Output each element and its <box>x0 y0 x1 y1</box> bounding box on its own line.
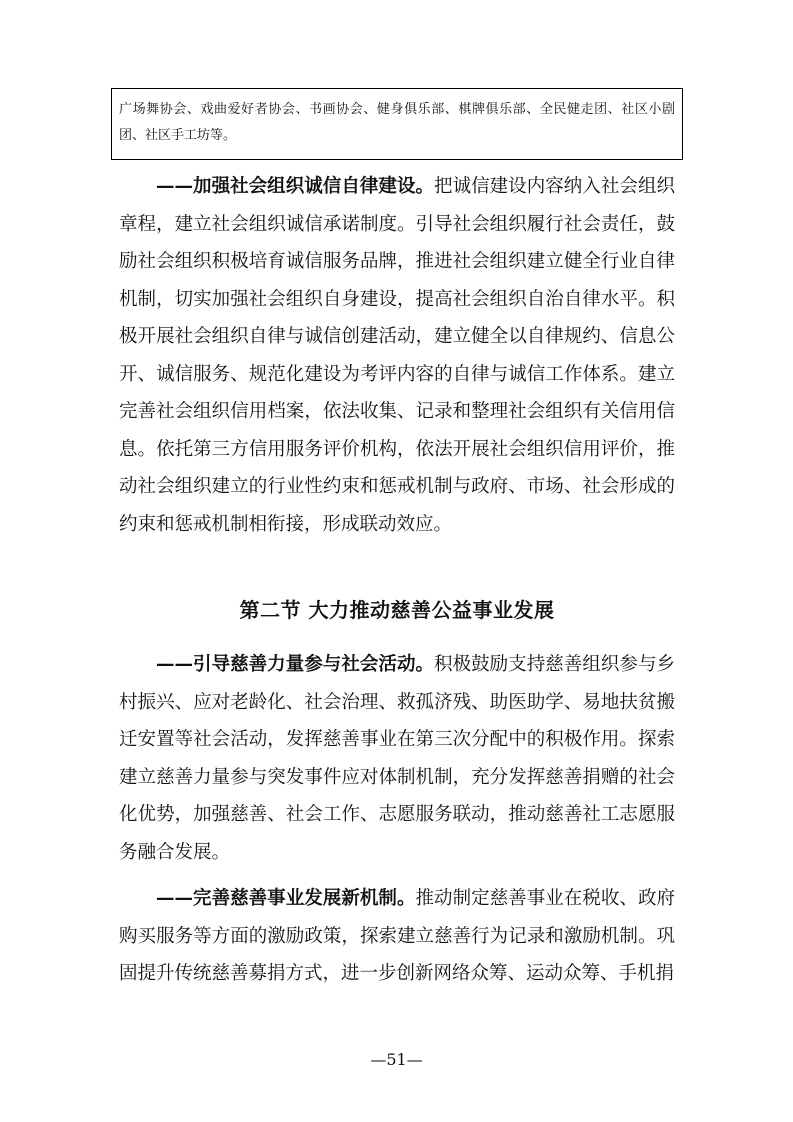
section-heading: 第二节 大力推动慈善公益事业发展 <box>239 598 555 622</box>
paragraph-integrity-self-discipline <box>119 168 675 543</box>
paragraph-body: 积极鼓励支持慈善组织参与乡村振兴、应对老龄化、社会治理、救孤济残、助医助学、易地扶贫搬迁安置等社会活动，发挥慈善事业在第三次分配中的积极作用。探索建立慈善力量参与突发事件应对体制机制，充分发挥慈善捐赠的社会化优势，加强慈善、社会工作、志愿服务联动，推动慈善社工志愿服务融合发展。 <box>119 654 675 863</box>
paragraph-charity-participation <box>119 646 675 871</box>
paragraph-charity-mechanism <box>119 880 675 993</box>
paragraph-body: 把诚信建设内容纳入社会组织章程，建立社会组织诚信承诺制度。引导社会组织履行社会责任，鼓励社会组织积极培育诚信服务品牌，推进社会组织建立健全行业自律机制，切实加强社会组织自身建设，提高社会组织自治自律水平。积极开展社会组织自律与诚信创建活动，建立健全以自律规约、信息公开、诚信服务、规范化建设为考评内容的自律与诚信工作体系。建立完善社会组织信用档案，依法收集、记录和整理社会组织有关信用信息。依托第三方信用服务评价机构，依法开展社会组织信用评价，推动社会组织建立的行业性约束和惩戒机制与政府、市场、社会形成的约束和惩戒机制相衔接，形成联动效应。 <box>119 176 675 535</box>
paragraph-lead: ——加强社会组织诚信自律建设。 <box>156 176 435 197</box>
paragraph-body: 推动制定慈善事业在税收、政府购买服务等方面的激励政策，探索建立慈善行为记录和激励机制。巩固提升传统慈善募捐方式，进一步创新网络众筹、运动众筹、手机捐 <box>119 888 675 984</box>
paragraph-lead: ——完善慈善事业发展新机制。 <box>156 888 416 909</box>
paragraph-lead: ——引导慈善力量参与社会活动。 <box>156 654 435 675</box>
note-text: 广场舞协会、戏曲爱好者协会、书画协会、健身俱乐部、棋牌俱乐部、全民健走团、社区小剧团、社区手工坊等。 <box>119 102 675 143</box>
page-number: —51— <box>370 1050 423 1069</box>
community-organizations-note-box <box>111 88 683 160</box>
